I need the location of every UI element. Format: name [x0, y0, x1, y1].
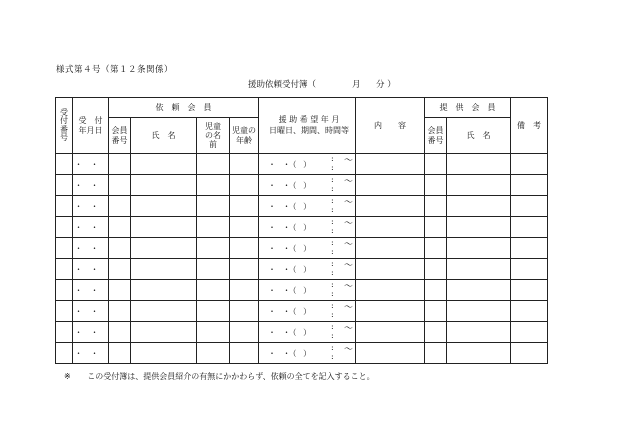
- cell-support-hope: [259, 322, 356, 343]
- hope-time-colons: [331, 217, 334, 235]
- cell-provider-number: [425, 259, 447, 280]
- cell-reception-date: [73, 196, 109, 217]
- cell-member-number: [109, 196, 131, 217]
- cell-child-age: [230, 175, 259, 196]
- cell-child-age: [230, 280, 259, 301]
- footnote-mark: ※: [64, 372, 71, 381]
- hope-tilde: ～: [344, 261, 354, 271]
- cell-member-number: [109, 217, 131, 238]
- cell-child-age: [230, 154, 259, 175]
- cell-content: [356, 238, 425, 259]
- cell-member-name: [131, 301, 197, 322]
- cell-reception-number: [56, 280, 73, 301]
- cell-remarks: [511, 217, 548, 238]
- header-provider-member-number: [425, 118, 447, 154]
- header-support-hope-line2: 日曜日、期間、時間等: [269, 125, 349, 135]
- cell-child-name: [197, 238, 230, 259]
- cell-reception-number: [56, 343, 73, 364]
- table-row: [56, 322, 548, 343]
- hope-time-colons: [331, 196, 334, 214]
- header-name: [131, 118, 197, 154]
- footnote: [64, 371, 375, 382]
- hope-date: ・ ・（ ）: [268, 307, 314, 316]
- cell-provider-number: [425, 196, 447, 217]
- cell-member-name: [131, 259, 197, 280]
- cell-content: [356, 322, 425, 343]
- date-dots: ・・: [74, 327, 107, 337]
- cell-member-name: [131, 154, 197, 175]
- cell-provider-number: [425, 154, 447, 175]
- hope-colon-top: :: [331, 259, 334, 268]
- hope-colon-bottom: :: [331, 205, 334, 214]
- cell-content: [356, 280, 425, 301]
- hope-date: ・ ・（ ）: [268, 244, 314, 253]
- cell-member-number: [109, 322, 131, 343]
- cell-remarks: [511, 259, 548, 280]
- cell-provider-number: [425, 280, 447, 301]
- hope-colon-bottom: :: [331, 226, 334, 235]
- cell-reception-number: [56, 259, 73, 280]
- cell-support-hope: [259, 280, 356, 301]
- cell-reception-number: [56, 322, 73, 343]
- hope-date: ・ ・（ ）: [268, 223, 314, 232]
- cell-reception-date: [73, 217, 109, 238]
- header-member-number-text: 会員 番号: [111, 126, 128, 145]
- cell-child-name: [197, 280, 230, 301]
- hope-tilde: ～: [344, 219, 354, 229]
- cell-reception-date: [73, 154, 109, 175]
- cell-provider-number: [425, 175, 447, 196]
- cell-child-name: [197, 259, 230, 280]
- cell-child-age: [230, 301, 259, 322]
- hope-time-colons: [331, 343, 334, 361]
- hope-tilde: ～: [344, 177, 354, 187]
- cell-child-name: [197, 175, 230, 196]
- cell-provider-number: [425, 238, 447, 259]
- cell-reception-date: [73, 343, 109, 364]
- header-support-hope-line1: 援 助 希 望 年 月: [278, 115, 340, 125]
- cell-provider-number: [425, 217, 447, 238]
- hope-date: ・ ・（ ）: [268, 181, 314, 190]
- hope-tilde: ～: [344, 198, 354, 208]
- hope-colon-bottom: :: [331, 163, 334, 172]
- date-dots: ・・: [74, 180, 107, 190]
- hope-tilde: ～: [344, 282, 354, 292]
- cell-provider-name: [447, 280, 511, 301]
- cell-support-hope: [259, 301, 356, 322]
- cell-reception-date: [73, 280, 109, 301]
- table-row: [56, 217, 548, 238]
- cell-child-name: [197, 196, 230, 217]
- cell-provider-name: [447, 301, 511, 322]
- cell-remarks: [511, 154, 548, 175]
- cell-child-name: [197, 217, 230, 238]
- header-provider-name: [447, 118, 511, 154]
- cell-member-name: [131, 343, 197, 364]
- cell-support-hope: [259, 154, 356, 175]
- header-provider-member-number-text: 会員 番号: [427, 126, 444, 145]
- cell-provider-number: [425, 322, 447, 343]
- cell-remarks: [511, 322, 548, 343]
- cell-remarks: [511, 343, 548, 364]
- table-row: [56, 301, 548, 322]
- header-reception-number-text: 受 付 番 号: [60, 107, 68, 142]
- header-child-name: [197, 118, 230, 154]
- cell-reception-date: [73, 259, 109, 280]
- cell-member-number: [109, 175, 131, 196]
- date-dots: ・・: [74, 306, 107, 316]
- hope-colon-top: :: [331, 217, 334, 226]
- hope-tilde: ～: [344, 345, 354, 355]
- hope-colon-top: :: [331, 196, 334, 205]
- cell-child-age: [230, 196, 259, 217]
- cell-child-age: [230, 343, 259, 364]
- header-child-age-text: 児童の 年齢: [232, 126, 256, 145]
- hope-date: ・ ・（ ）: [268, 328, 314, 337]
- cell-content: [356, 217, 425, 238]
- cell-member-number: [109, 259, 131, 280]
- header-reception-date-line1: 受 付: [78, 116, 103, 126]
- date-dots: ・・: [74, 264, 107, 274]
- date-dots: ・・: [74, 201, 107, 211]
- title-month: 月: [352, 80, 361, 90]
- hope-date: ・ ・（ ）: [268, 349, 314, 358]
- header-child-age: [230, 118, 259, 154]
- date-dots: ・・: [74, 285, 107, 295]
- header-provider-name-text: 氏 名: [466, 131, 491, 140]
- cell-child-age: [230, 217, 259, 238]
- hope-time-colons: [331, 301, 334, 319]
- header-content: [356, 98, 425, 154]
- cell-remarks: [511, 280, 548, 301]
- hope-time-colons: [331, 259, 334, 277]
- hope-colon-bottom: :: [331, 184, 334, 193]
- header-member-number: [109, 118, 131, 154]
- cell-child-age: [230, 259, 259, 280]
- cell-content: [356, 175, 425, 196]
- cell-support-hope: [259, 259, 356, 280]
- header-reception-date-line2: 年月日: [78, 125, 103, 135]
- hope-colon-bottom: :: [331, 352, 334, 361]
- cell-support-hope: [259, 196, 356, 217]
- hope-tilde: ～: [344, 303, 354, 313]
- date-dots: ・・: [74, 222, 107, 232]
- header-remarks-text: 備 考: [517, 121, 541, 130]
- header-reception-number: [56, 98, 73, 154]
- header-name-text: 氏 名: [151, 131, 176, 140]
- cell-child-name: [197, 301, 230, 322]
- hope-colon-top: :: [331, 175, 334, 184]
- cell-content: [356, 343, 425, 364]
- cell-provider-number: [425, 301, 447, 322]
- table-row: [56, 280, 548, 301]
- cell-remarks: [511, 196, 548, 217]
- hope-time-colons: [331, 154, 334, 172]
- table-row: [56, 259, 548, 280]
- hope-tilde: ～: [344, 240, 354, 250]
- cell-provider-name: [447, 343, 511, 364]
- header-requesting-member-text: 依 頼 会 員: [155, 103, 212, 112]
- table-row: [56, 175, 548, 196]
- cell-child-age: [230, 238, 259, 259]
- header-support-hope: [259, 98, 356, 154]
- cell-content: [356, 301, 425, 322]
- hope-time-colons: [331, 280, 334, 298]
- cell-reception-number: [56, 301, 73, 322]
- hope-colon-top: :: [331, 301, 334, 310]
- cell-reception-date: [73, 238, 109, 259]
- hope-time-colons: [331, 175, 334, 193]
- cell-content: [356, 154, 425, 175]
- cell-remarks: [511, 175, 548, 196]
- cell-provider-name: [447, 322, 511, 343]
- cell-member-name: [131, 175, 197, 196]
- title-prefix: 援助依頼受付簿（: [248, 80, 317, 90]
- table-row: [56, 196, 548, 217]
- reception-register-table: [55, 97, 548, 364]
- hope-colon-top: :: [331, 238, 334, 247]
- cell-member-name: [131, 322, 197, 343]
- table-row: [56, 343, 548, 364]
- cell-remarks: [511, 238, 548, 259]
- cell-reception-number: [56, 217, 73, 238]
- cell-child-age: [230, 322, 259, 343]
- title-suffix: 分 ）: [376, 80, 396, 90]
- cell-reception-number: [56, 154, 73, 175]
- hope-colon-bottom: :: [331, 268, 334, 277]
- cell-member-name: [131, 217, 197, 238]
- hope-colon-bottom: :: [331, 310, 334, 319]
- hope-tilde: ～: [344, 324, 354, 334]
- form-number: 様式第４号（第１２条関係）: [56, 65, 174, 75]
- date-dots: ・・: [74, 159, 107, 169]
- hope-tilde: ～: [344, 156, 354, 166]
- cell-member-name: [131, 196, 197, 217]
- cell-child-name: [197, 343, 230, 364]
- header-content-text: 内 容: [374, 121, 406, 130]
- hope-colon-top: :: [331, 280, 334, 289]
- hope-date: ・ ・（ ）: [268, 160, 314, 169]
- hope-time-colons: [331, 238, 334, 256]
- cell-child-name: [197, 154, 230, 175]
- hope-colon-bottom: :: [331, 289, 334, 298]
- cell-reception-date: [73, 301, 109, 322]
- cell-member-name: [131, 238, 197, 259]
- header-providing-member: [425, 98, 511, 118]
- header-remarks: [511, 98, 548, 154]
- cell-provider-number: [425, 343, 447, 364]
- register-body: [56, 154, 548, 364]
- cell-member-number: [109, 280, 131, 301]
- header-requesting-member: [109, 98, 259, 118]
- hope-date: ・ ・（ ）: [268, 202, 314, 211]
- hope-colon-top: :: [331, 154, 334, 163]
- header-providing-member-text: 提 供 会 員: [439, 103, 496, 112]
- hope-time-colons: [331, 322, 334, 340]
- hope-date: ・ ・（ ）: [268, 265, 314, 274]
- cell-provider-name: [447, 196, 511, 217]
- cell-content: [356, 259, 425, 280]
- cell-member-number: [109, 301, 131, 322]
- table-row: [56, 154, 548, 175]
- cell-member-number: [109, 343, 131, 364]
- cell-child-name: [197, 322, 230, 343]
- cell-remarks: [511, 301, 548, 322]
- hope-date: ・ ・（ ）: [268, 286, 314, 295]
- cell-reception-number: [56, 175, 73, 196]
- register-title: [248, 78, 396, 90]
- cell-support-hope: [259, 217, 356, 238]
- footnote-text: この受付簿は、提供会員紹介の有無にかかわらず、依頼の全てを記入すること。: [87, 372, 375, 381]
- hope-colon-top: :: [331, 322, 334, 331]
- header-child-name-text: 児童 の名 前: [205, 121, 221, 150]
- date-dots: ・・: [74, 348, 107, 358]
- cell-support-hope: [259, 175, 356, 196]
- cell-provider-name: [447, 154, 511, 175]
- cell-provider-name: [447, 217, 511, 238]
- cell-provider-name: [447, 259, 511, 280]
- cell-provider-name: [447, 175, 511, 196]
- cell-support-hope: [259, 343, 356, 364]
- cell-reception-date: [73, 175, 109, 196]
- cell-reception-number: [56, 196, 73, 217]
- hope-colon-bottom: :: [331, 331, 334, 340]
- table-row: [56, 238, 548, 259]
- cell-provider-name: [447, 238, 511, 259]
- cell-member-number: [109, 238, 131, 259]
- cell-reception-number: [56, 238, 73, 259]
- cell-content: [356, 196, 425, 217]
- cell-member-name: [131, 280, 197, 301]
- cell-support-hope: [259, 238, 356, 259]
- hope-colon-bottom: :: [331, 247, 334, 256]
- cell-member-number: [109, 154, 131, 175]
- hope-colon-top: :: [331, 343, 334, 352]
- date-dots: ・・: [74, 243, 107, 253]
- header-reception-date: [73, 98, 109, 154]
- cell-reception-date: [73, 322, 109, 343]
